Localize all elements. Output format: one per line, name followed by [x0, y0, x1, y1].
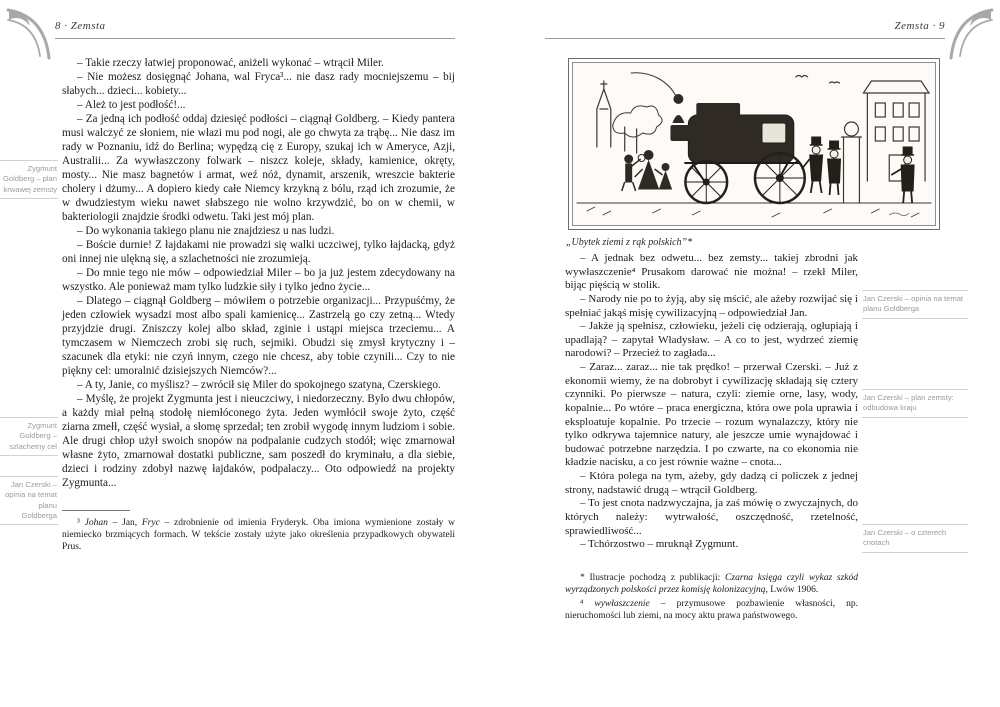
footnote-text: * Ilustracje pochodzą z publikacji: — [580, 572, 726, 583]
dialogue-paragraph: – Myślę, że projekt Zygmunta jest i nieuczciwy, i niedorzeczny. Było dwu chłopów, a każdy miał pełną stodołę niemłóconego żyta. Jeden wymłócił swoje żyto, część ziarna zmełł, część wysiał, a słomę sprzedał; ten zrobił wygodę innym ludziom i sobie. Ale drugi chłop użył swoich snopów na podpalanie cudzych stodół; więc zmarnował własne żyto, zmarnował dostatki publiczne, sam poszedł do kryminału, a dla siebie, dzieci i rodziny zdobył nazwę łajdaków, podpalaczy... Oto odpowiedź na projekty Zygmunta... — [62, 393, 455, 489]
footnote-marker: ⁴ — [580, 599, 595, 610]
margin-note: Jan Czerski – opinia na temat planu Goldberga — [0, 476, 58, 525]
footnote-term: Fryc — [141, 518, 160, 528]
footnote — [62, 517, 455, 553]
running-head-left — [55, 20, 455, 39]
corner-flourish-icon — [6, 8, 56, 62]
footnote-term: Johan — [84, 518, 108, 528]
footnote-text: – zdrobnienie od imienia Fryderyk. Oba imiona wymienione zostały w niemiecko brzmiących formach. W tekście zostały użyte jako określenia przypadkowych obywateli Prus. — [62, 518, 455, 553]
dialogue-paragraph: – Ależ to jest podłość!... — [77, 99, 186, 111]
margin-note: Jan Czerski – plan zemsty: odbudowa kraju — [862, 389, 968, 418]
running-head-right — [545, 20, 945, 39]
footnote — [565, 572, 858, 596]
footnote-term: wywłaszczenie — [594, 599, 650, 610]
right-text-column — [565, 252, 858, 624]
footnotes-right — [565, 572, 858, 623]
illustration — [572, 62, 936, 226]
margin-note: Zygmunt Goldberg – plan krwawej zemsty — [0, 160, 58, 199]
margin-note: Zygmunt Goldberg – szlachetny cel — [0, 417, 58, 456]
footnote-text: , Lwów 1906. — [765, 584, 819, 595]
margin-note: Jan Czerski – opinia na temat planu Goldberga — [862, 290, 968, 319]
footnotes-left — [62, 510, 455, 553]
page-header-right: Zemsta · 9 — [894, 20, 945, 32]
dialogue-paragraph: – Która polega na tym, ażeby, gdy dadzą ci policzek z jednej strony, nadstawić drugą – wtrącił Goldberg. — [565, 470, 858, 496]
footnote-text: – przymusowe pozbawienie własności, np. nieruchomości lub ziemi, na mocy aktu prawa państwowego. — [565, 599, 858, 622]
dialogue-paragraph: – Nie możesz dosięgnąć Johana, wal Fryca³... nie dasz rady mocniejszemu – bij słabych... dzieci... kobiety... — [62, 71, 455, 97]
illustration-frame — [568, 58, 940, 230]
page-header-left: 8 · Zemsta — [55, 20, 106, 32]
footnote-separator — [62, 510, 130, 511]
dialogue-paragraph: – Dlatego – ciągnął Goldberg – mówiłem o potrzebie organizacji... Przypuśćmy, że jeden człowiek wysadzi most albo spali kamienicę... Zastrzelą go czy zetną... Wtedy przyjdzie drugi. Zniszczy kolej albo skład, zginie i ustąpi miejsca trzeciemu... A tymczasem w Niemczech zrobi się ruch, sejmiki. Obudzi się zmysł krytyczny i – szacunek dla etyki: nie czyń innym, czego nie chcesz, aby tobie czynili... Czy to nie piękny cel: umoralnić dzisiejszych Niemców?... — [62, 295, 455, 377]
dialogue-paragraph: – Do mnie tego nie mów – odpowiedział Miler – bo ja już jestem zdecydowany na wszystko. Ale ponieważ mam tylko ludzkie siły i tylko jedno życie... — [62, 267, 455, 293]
footnote — [565, 598, 858, 622]
dialogue-paragraph: – Tchórzostwo – mruknął Zygmunt. — [580, 538, 739, 551]
margin-note: Jan Czerski – o czterech cnotach — [862, 524, 968, 553]
dialogue-paragraph: – Narody nie po to żyją, aby się mścić, ale ażeby rozwijać się i spełniać jakąś misję cywilizacyjną – odpowiedział Jan. — [565, 292, 858, 319]
illustration-caption: „Ubytek ziemi z rąk polskich”* — [566, 237, 693, 248]
dialogue-paragraph: – Do wykonania takiego planu nie znajdziesz u nas ludzi. — [77, 225, 335, 237]
corner-flourish-icon — [944, 8, 994, 62]
left-text-column — [62, 56, 455, 555]
carriage-scene-drawing — [573, 63, 935, 225]
footnote-marker: ³ — [77, 518, 85, 528]
dialogue-paragraph: – A ty, Janie, co myślisz? – zwrócił się Miler do spokojnego szatyna, Czerskiego. — [77, 379, 441, 391]
dialogue-paragraph: – Takie rzeczy łatwiej proponować, aniżeli wykonać – wtrącił Miler. — [77, 57, 384, 69]
dialogue-paragraph: – To jest cnota nadzwyczajna, ja zaś mówię o zwyczajnych, do których należy: wytrwałość, oszczędność, rzetelność, sprawiedliwość... — [565, 497, 858, 537]
dialogue-paragraph: – Za jedną ich podłość oddaj dziesięć podłości – ciągnął Goldberg. – Kiedy pantera musi walczyć ze słoniem, nie włazi mu pod nogi, ale go chwyta za trąbę... Nie dasz im rady w Poznaniu, idź do Berlina; wypędzą cię z Europy, szukaj ich w Ameryce, Azji, Australii... Za wywłaszczony folwark – niszcz koleje, składy, kamienice, okręty, mosty... Nie masz bagnetów i armat, weź nóż, dynamit, arszenik, wreszcie bakterie cholery i dżumy... A dopiero kiedy całe Niemcy krzykną z bólu, rząd ich zrozumie, że w dwudziestym wieku nawet słabszego nie wolno krzywdzić, bo on w chemii, w bakteriologii znajdzie środki odwetu. Taki jest mój plan. — [62, 113, 455, 223]
dialogue-paragraph: – Jakże ją spełnisz, człowieku, jeżeli cię odzierają, ogłupiają i upadlają? – zapytał Władysław. – A co to jest, wydrzeć ziemię narodowi? – Przecież to zagłada... — [565, 320, 858, 360]
dialogue-paragraph: – Boście durnie! Z łajdakami nie prowadzi się walki uczciwej, tylko łajdacką, gdyż oni innej nie ulękną się, a szlachetności nie zrozumieją. — [62, 239, 455, 265]
footnote-book-title: Czarna księga czyli wykaz szkód wyrządzonych polskości przez komisję kolonizacyjną — [565, 572, 858, 595]
dialogue-paragraph: – A jednak bez odwetu... bez zemsty... takiej zbrodni jak wywłaszczenie⁴ Prusakom darować nie można! – rzekł Miler, bijąc pięścią w stolik. — [565, 252, 858, 292]
dialogue-paragraph: – Zaraz... zaraz... nie tak prędko! – przerwał Czerski. – Już z ekonomii wiemy, że na dobrobyt i cywilizację składają się cztery czynniki. Po pierwsze – natura, czyli: ziemie orne, lasy, wody, kopalnie... Po wtóre – praca energiczna, która owe pola uprawia i eksploatuje kopalnie. Po trzecie – rozum wynalazczy, który nie tylko odkrywa tajemnice natury, ale jeszcze umie wynajdować i budować potrzebne narzędzia. I po czwarte, na co ekonomia nie kładzie nacisku, a co jest równie ważne – cnota... — [565, 361, 858, 469]
footnote-text: – Jan, — [107, 518, 142, 528]
